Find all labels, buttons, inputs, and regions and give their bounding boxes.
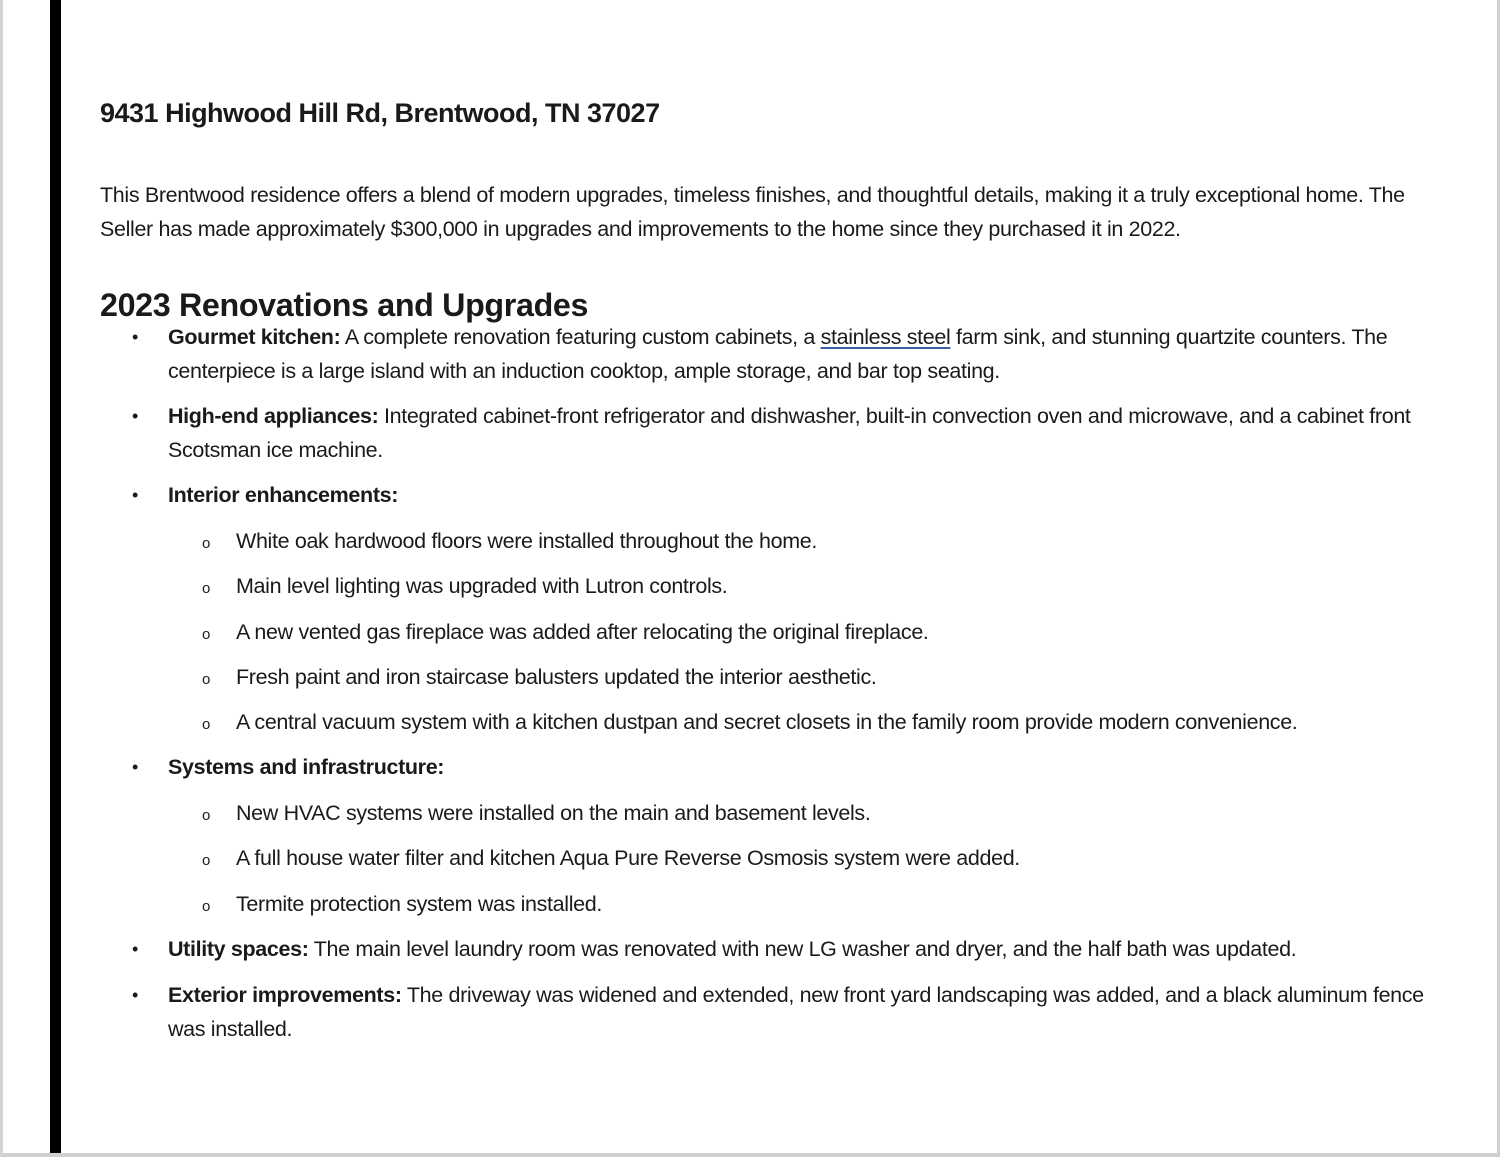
sub-list-item — [202, 887, 1456, 921]
list-item-utility-spaces — [132, 932, 1458, 966]
bullet-icon: • — [132, 939, 138, 959]
sub-item-text: Fresh paint and iron staircase balusters updated the interior aesthetic. — [236, 665, 877, 689]
sub-list-item — [202, 660, 1456, 694]
item-label: Utility spaces: — [168, 937, 309, 961]
left-margin-bar — [50, 0, 61, 1153]
sub-item-text: A new vented gas fireplace was added after relocating the original fireplace. — [236, 620, 929, 644]
list-item-gourmet-kitchen — [132, 320, 1458, 388]
sub-bullet-icon: o — [202, 626, 210, 643]
spellcheck-flagged-text[interactable]: stainless steel — [820, 325, 951, 349]
sub-bullet-icon: o — [202, 807, 210, 824]
sub-item-text: A central vacuum system with a kitchen dustpan and secret closets in the family room provide modern convenience. — [236, 710, 1298, 734]
item-label: Systems and infrastructure: — [168, 755, 445, 779]
sub-list-item — [202, 705, 1456, 739]
bullet-icon: • — [132, 757, 138, 777]
page-title: 9431 Highwood Hill Rd, Brentwood, TN 37027 — [100, 98, 660, 128]
sub-item-text: New HVAC systems were installed on the main and basement levels. — [236, 801, 871, 825]
sub-item-text: Main level lighting was upgraded with Lutron controls. — [236, 574, 728, 598]
sub-item-text: White oak hardwood floors were installed throughout the home. — [236, 529, 817, 553]
sub-bullet-icon: o — [202, 580, 210, 597]
sub-list-item — [202, 524, 1456, 558]
sub-bullet-icon: o — [202, 671, 210, 688]
item-text: The driveway was widened and extended, new front yard landscaping was added, and a black aluminum fence was installed. — [168, 983, 1424, 1041]
item-text: A complete renovation featuring custom cabinets, a — [340, 325, 821, 349]
section-heading: 2023 Renovations and Upgrades — [100, 287, 589, 323]
item-text: Integrated cabinet-front refrigerator and dishwasher, built-in convection oven and microwave, and a cabinet front Scotsman ice machine. — [168, 404, 1411, 462]
sub-list-item — [202, 796, 1456, 830]
sub-item-text: Termite protection system was installed. — [236, 892, 602, 916]
sub-item-text: A full house water filter and kitchen Aqua Pure Reverse Osmosis system were added. — [236, 846, 1020, 870]
sub-bullet-icon: o — [202, 716, 210, 733]
list-item-interior-enhancements — [132, 478, 1458, 512]
list-item-systems-infrastructure — [132, 750, 1458, 784]
bullet-icon: • — [132, 485, 138, 505]
sub-bullet-icon: o — [202, 535, 210, 552]
item-label: Exterior improvements: — [168, 983, 402, 1007]
item-text: The main level laundry room was renovated with new LG washer and dryer, and the half bath was updated. — [308, 937, 1297, 961]
bullet-icon: • — [132, 327, 138, 347]
list-item-exterior-improvements — [132, 978, 1458, 1046]
item-label: High-end appliances: — [168, 404, 379, 428]
item-label: Gourmet kitchen: — [168, 325, 341, 349]
sub-bullet-icon: o — [202, 852, 210, 869]
sub-list-item — [202, 615, 1456, 649]
item-text: farm sink, and stunning quartzite counters. The centerpiece is a large island with an induction cooktop, ample storage, and bar top seating. — [168, 325, 1388, 383]
sub-bullet-icon: o — [202, 898, 210, 915]
item-label: Interior enhancements: — [168, 483, 399, 507]
sub-list-item — [202, 841, 1456, 875]
list-item-high-end-appliances — [132, 399, 1458, 467]
sub-list-item — [202, 569, 1456, 603]
bullet-icon: • — [132, 406, 138, 426]
intro-paragraph: This Brentwood residence offers a blend of modern upgrades, timeless finishes, and thoughtful details, making it a truly exceptional home. The Seller has made approximately $300,000 in upgrades and improvements to the home since they purchased it in 2022. — [100, 183, 1405, 241]
bullet-icon: • — [132, 985, 138, 1005]
